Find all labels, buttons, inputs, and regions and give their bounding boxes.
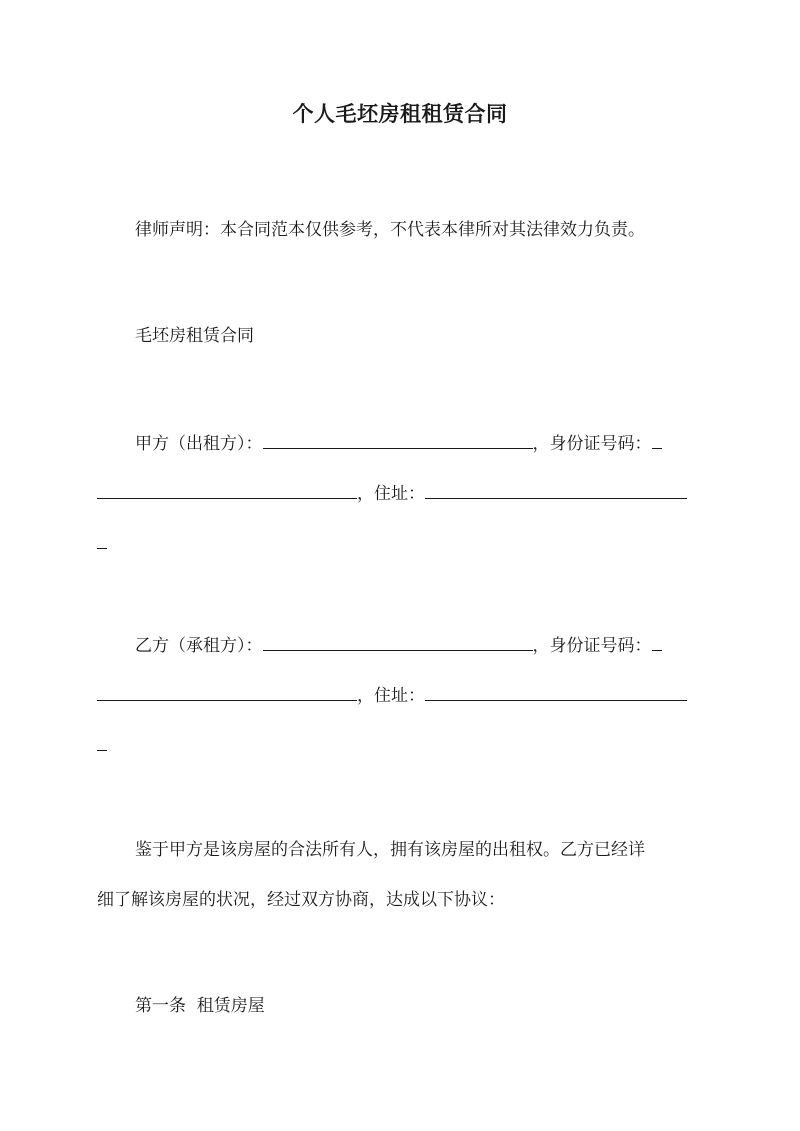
party-a-id-label: ，身份证号码： <box>532 434 652 454</box>
party-b-id-blank[interactable] <box>97 686 357 701</box>
party-b-line-1 <box>135 634 700 658</box>
party-a-line-2 <box>97 482 700 506</box>
party-b-id-label: ，身份证号码： <box>532 636 652 656</box>
party-a-line-1 <box>135 432 700 456</box>
recital-line-2: 细了解该房屋的状况，经过双方协商，达成以下协议： <box>97 890 505 910</box>
recital-line-1: 鉴于甲方是该房屋的合法所有人，拥有该房屋的出租权。乙方已经详 <box>135 840 645 860</box>
disclaimer: 律师声明：本合同范本仅供参考，不代表本律所对其法律效力负责。 <box>135 220 645 240</box>
party-a-address-label: ，住址： <box>357 484 425 504</box>
party-b-line-2 <box>97 684 700 708</box>
party-a-name-blank[interactable] <box>263 434 533 449</box>
party-b-name-blank[interactable] <box>263 636 533 651</box>
party-a-id-blank[interactable] <box>97 484 357 499</box>
article-1-heading: 第一条 租赁房屋 <box>135 996 265 1016</box>
party-b-address-blank-end[interactable] <box>97 736 107 751</box>
party-b-id-blank-start[interactable] <box>652 636 662 651</box>
contract-subtitle: 毛坯房租赁合同 <box>135 326 254 346</box>
party-b-line-3 <box>97 734 700 758</box>
party-a-label: 甲方（出租方）： <box>135 434 263 454</box>
party-a-address-blank-end[interactable] <box>97 534 107 549</box>
party-b-label: 乙方（承租方）： <box>135 636 263 656</box>
party-a-id-blank-start[interactable] <box>652 434 662 449</box>
party-b-address-label: ，住址： <box>357 686 425 706</box>
party-b-address-blank[interactable] <box>425 686 687 701</box>
party-a-address-blank[interactable] <box>425 484 687 499</box>
document-title: 个人毛坯房租租赁合同 <box>292 101 508 126</box>
party-a-line-3 <box>97 532 700 556</box>
